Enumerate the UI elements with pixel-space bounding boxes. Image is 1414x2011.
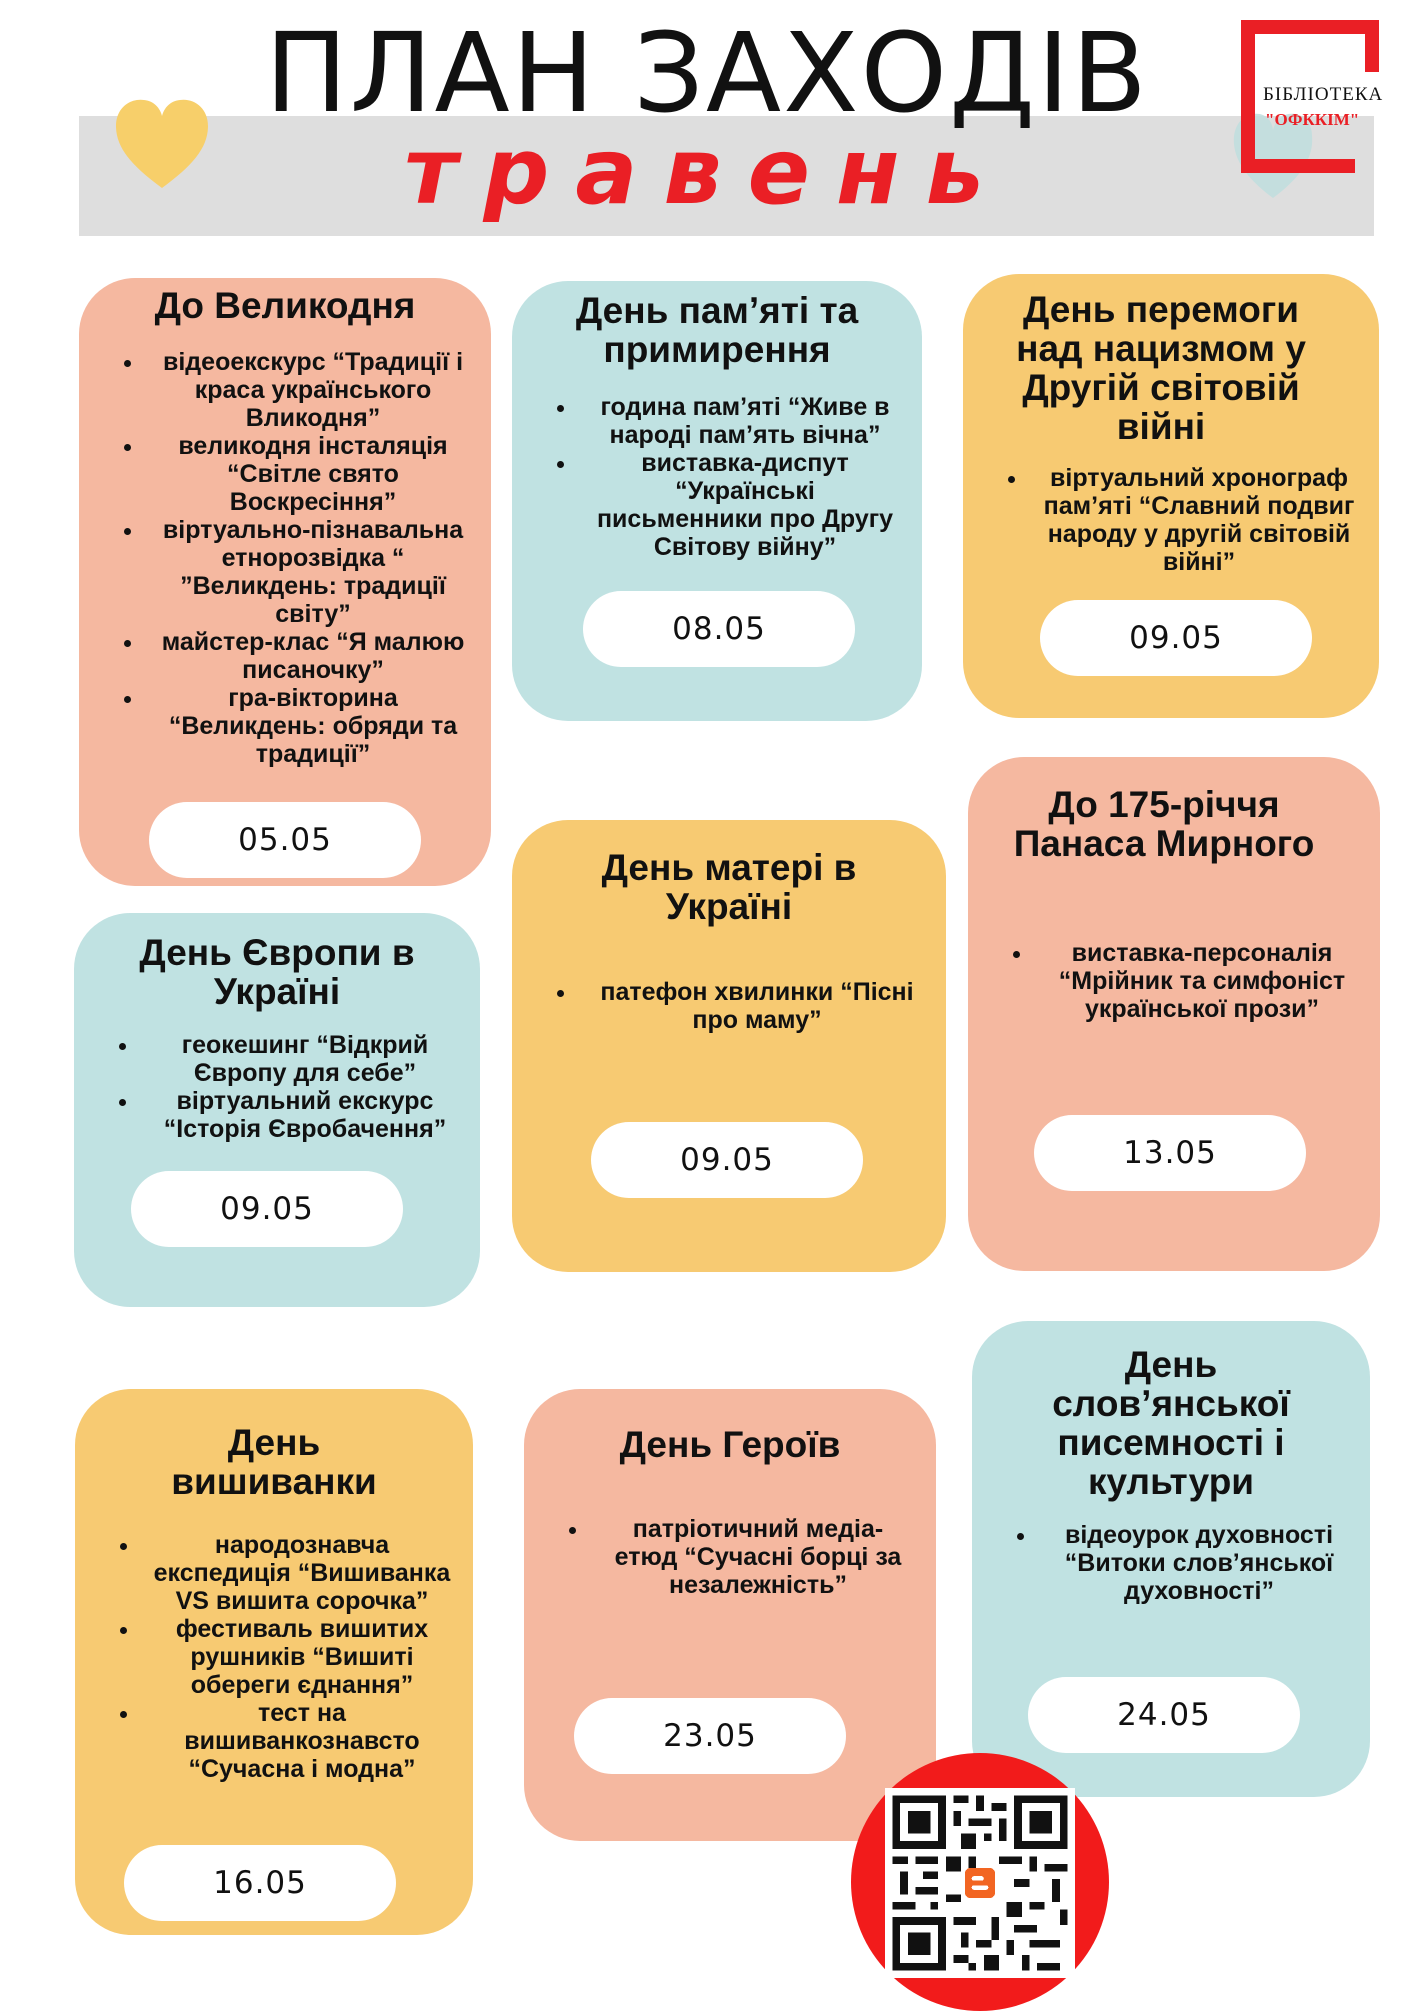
event-card-easter	[79, 278, 491, 886]
event-list	[540, 393, 900, 561]
list-item: • віртуальний хронограф пам’яті “Славний подвиг народу у другій світовій війні”	[1029, 464, 1357, 576]
event-card-slavic-writing	[972, 1321, 1370, 1797]
event-list	[996, 939, 1358, 1023]
date-badge: 24.05	[1028, 1677, 1300, 1753]
event-card-vyshyvanka	[75, 1389, 473, 1935]
event-title: День Героїв	[619, 1424, 841, 1465]
date-badge: 08.05	[583, 591, 855, 667]
logo-subtext: "ОФККІМ"	[1265, 110, 1360, 129]
event-card-heroes	[524, 1389, 936, 1841]
event-card-mothers-day	[512, 820, 946, 1272]
date-badge: 05.05	[149, 802, 421, 878]
event-title: День матері в Україні	[601, 847, 857, 927]
event-list	[552, 1515, 914, 1599]
month-title: травень	[404, 118, 1010, 225]
event-title: До Великодня	[154, 285, 416, 326]
list-item: • відеоурок духовності “Витоки слов’янської духовності”	[1038, 1521, 1348, 1605]
event-title: День Європи в Україні	[139, 932, 415, 1012]
logo-frame-top	[1241, 20, 1379, 34]
list-item: • віртуальний екскурс “Історія Євробачення”	[140, 1087, 458, 1143]
list-item: • патріотичний медіа-етюд “Сучасні борці за незалежність”	[590, 1515, 914, 1599]
date-badge: 23.05	[574, 1698, 846, 1774]
event-title: День вишиванки	[171, 1422, 377, 1502]
list-item: • тест на вишиванкознавсто “Сучасна і модна”	[141, 1699, 451, 1783]
event-title: День слов’янської писемності і культури	[1052, 1344, 1290, 1502]
list-item: • година пам’яті “Живе в народі пам’ять вічна”	[578, 393, 900, 449]
list-item: • майстер-клас “Я малюю писаночку”	[145, 628, 469, 684]
event-list	[107, 348, 469, 768]
date-badge: 09.05	[1040, 600, 1312, 676]
event-list	[540, 978, 924, 1034]
event-title: День перемоги над нацизмом у Другій світовій війні	[1016, 289, 1306, 447]
event-title: День пам’яті та примирення	[575, 290, 859, 370]
date-badge: 16.05	[124, 1845, 396, 1921]
logo-frame-right	[1365, 20, 1379, 72]
list-item: • патефон хвилинки “Пісні про маму”	[578, 978, 924, 1034]
list-item: • виставка-персоналія “Мрійник та симфоніст української прози”	[1034, 939, 1358, 1023]
date-badge: 13.05	[1034, 1115, 1306, 1191]
list-item: • фестиваль вишитих рушників “Вишиті обереги єднання”	[141, 1615, 451, 1699]
event-list	[103, 1531, 451, 1783]
list-item: • відеоекскурс “Традиції і краса українського Вликодня”	[145, 348, 469, 432]
list-item: • гра-вікторина “Великдень: обряди та традиції”	[145, 684, 469, 768]
event-card-europe	[74, 913, 480, 1307]
qr-code-icon[interactable]	[885, 1788, 1075, 1978]
event-list	[102, 1031, 458, 1143]
event-title: До 175-річчя Панаса Мирного	[1013, 784, 1315, 864]
list-item: • геокешинг “Відкрий Європу для себе”	[140, 1031, 458, 1087]
date-badge: 09.05	[131, 1171, 403, 1247]
list-item: • народознавча експедиція “Вишиванка VS вишита сорочка”	[141, 1531, 451, 1615]
list-item: • виставка-диспут “Українські письменники про Другу Світову війну”	[578, 449, 900, 561]
library-logo	[1235, 20, 1395, 160]
event-card-remembrance	[512, 281, 922, 721]
page-title: ПЛАН ЗАХОДІВ	[265, 9, 1149, 137]
event-list	[1000, 1521, 1348, 1605]
event-card-myrny	[968, 757, 1380, 1271]
list-item: • великодня інсталяція “Світле свято Воскресіння”	[145, 432, 469, 516]
logo-text: БІБЛІОТЕКА	[1263, 84, 1384, 105]
event-list	[991, 464, 1357, 576]
event-card-victory	[963, 274, 1379, 718]
list-item: • віртуально-пізнавальна етнорозвідка “ ”Великдень: традиції світу”	[145, 516, 469, 628]
date-badge: 09.05	[591, 1122, 863, 1198]
